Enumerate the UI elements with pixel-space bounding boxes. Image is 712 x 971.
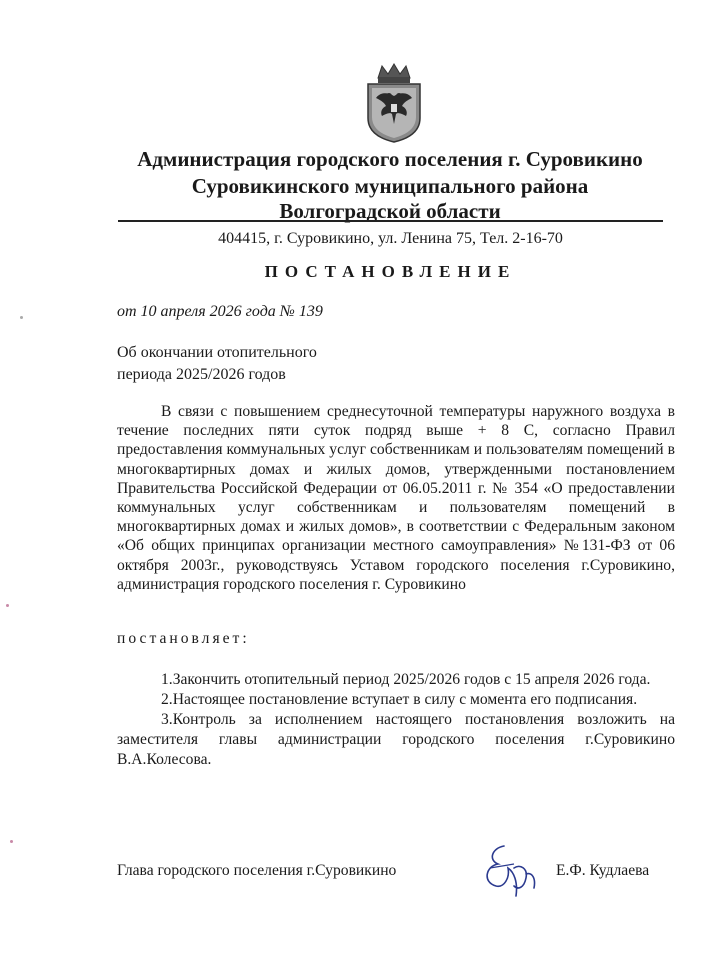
document-subject: [117, 342, 417, 386]
header-line-1: Администрация городского поселения г. Суровикино: [137, 147, 643, 171]
document-title: ПОСТАНОВЛЕНИЕ: [264, 262, 517, 281]
scan-speck: [6, 604, 9, 607]
header-line-2: Суровикинского муниципального района: [191, 174, 589, 198]
scan-speck: [20, 316, 23, 319]
header-divider: [118, 220, 663, 222]
address-line: 404415, г. Суровикино, ул. Ленина 75, Тел. 2-16-70: [218, 230, 563, 247]
resolution-item: 2.Настоящее постановление вступает в силу с момента его подписания.: [161, 691, 638, 708]
handwritten-signature-icon: [474, 838, 544, 904]
coat-of-arms-icon: [358, 62, 430, 144]
resolution-items: [117, 670, 675, 770]
resolution-item: 3.Контроль за исполнением настоящего постановления возложить на заместителя главы администрации городского поселения г.Суровикино В.А.Колесова.: [117, 711, 675, 768]
scan-speck: [10, 840, 13, 843]
preamble-text: В связи с повышением среднесуточной температуры наружного воздуха в течение последних пяти суток подряд выше + 8 С, согласно Правил предоставления коммунальных услуг собственникам и пользователям помещений в многоквартирных домах и жилых домов, утвержденными постановлением Правительства Российской Федерации от 06.05.2011 г. № 354 «О предоставлении коммунальных услуг собственникам и пользователям помещений в многоквартирных домах и жилых домов», в соответствии с Федеральным законом «Об общих принципах организации местного самоуправления» №131-ФЗ от 06 октября 2003г., руководствуясь Уставом городского поселения г.Суровикино, администрация городского поселения г. Суровикино: [117, 403, 675, 593]
signatory-position: Глава городского поселения г.Суровикино: [117, 862, 397, 879]
signatory-name: Е.Ф. Кудлаева: [556, 862, 650, 879]
preamble: [117, 402, 675, 594]
date-number-line: от 10 апреля 2026 года № 139: [117, 303, 323, 320]
header-line-3: Волгоградской области: [279, 199, 501, 223]
subject-line-2: периода 2025/2026 годов: [117, 366, 286, 383]
subject-line-1: Об окончании отопительного: [117, 344, 317, 361]
resolution-item: 1.Закончить отопительный период 2025/2026 годов с 15 апреля 2026 года.: [161, 671, 651, 688]
resolve-word: постановляет:: [117, 630, 250, 647]
